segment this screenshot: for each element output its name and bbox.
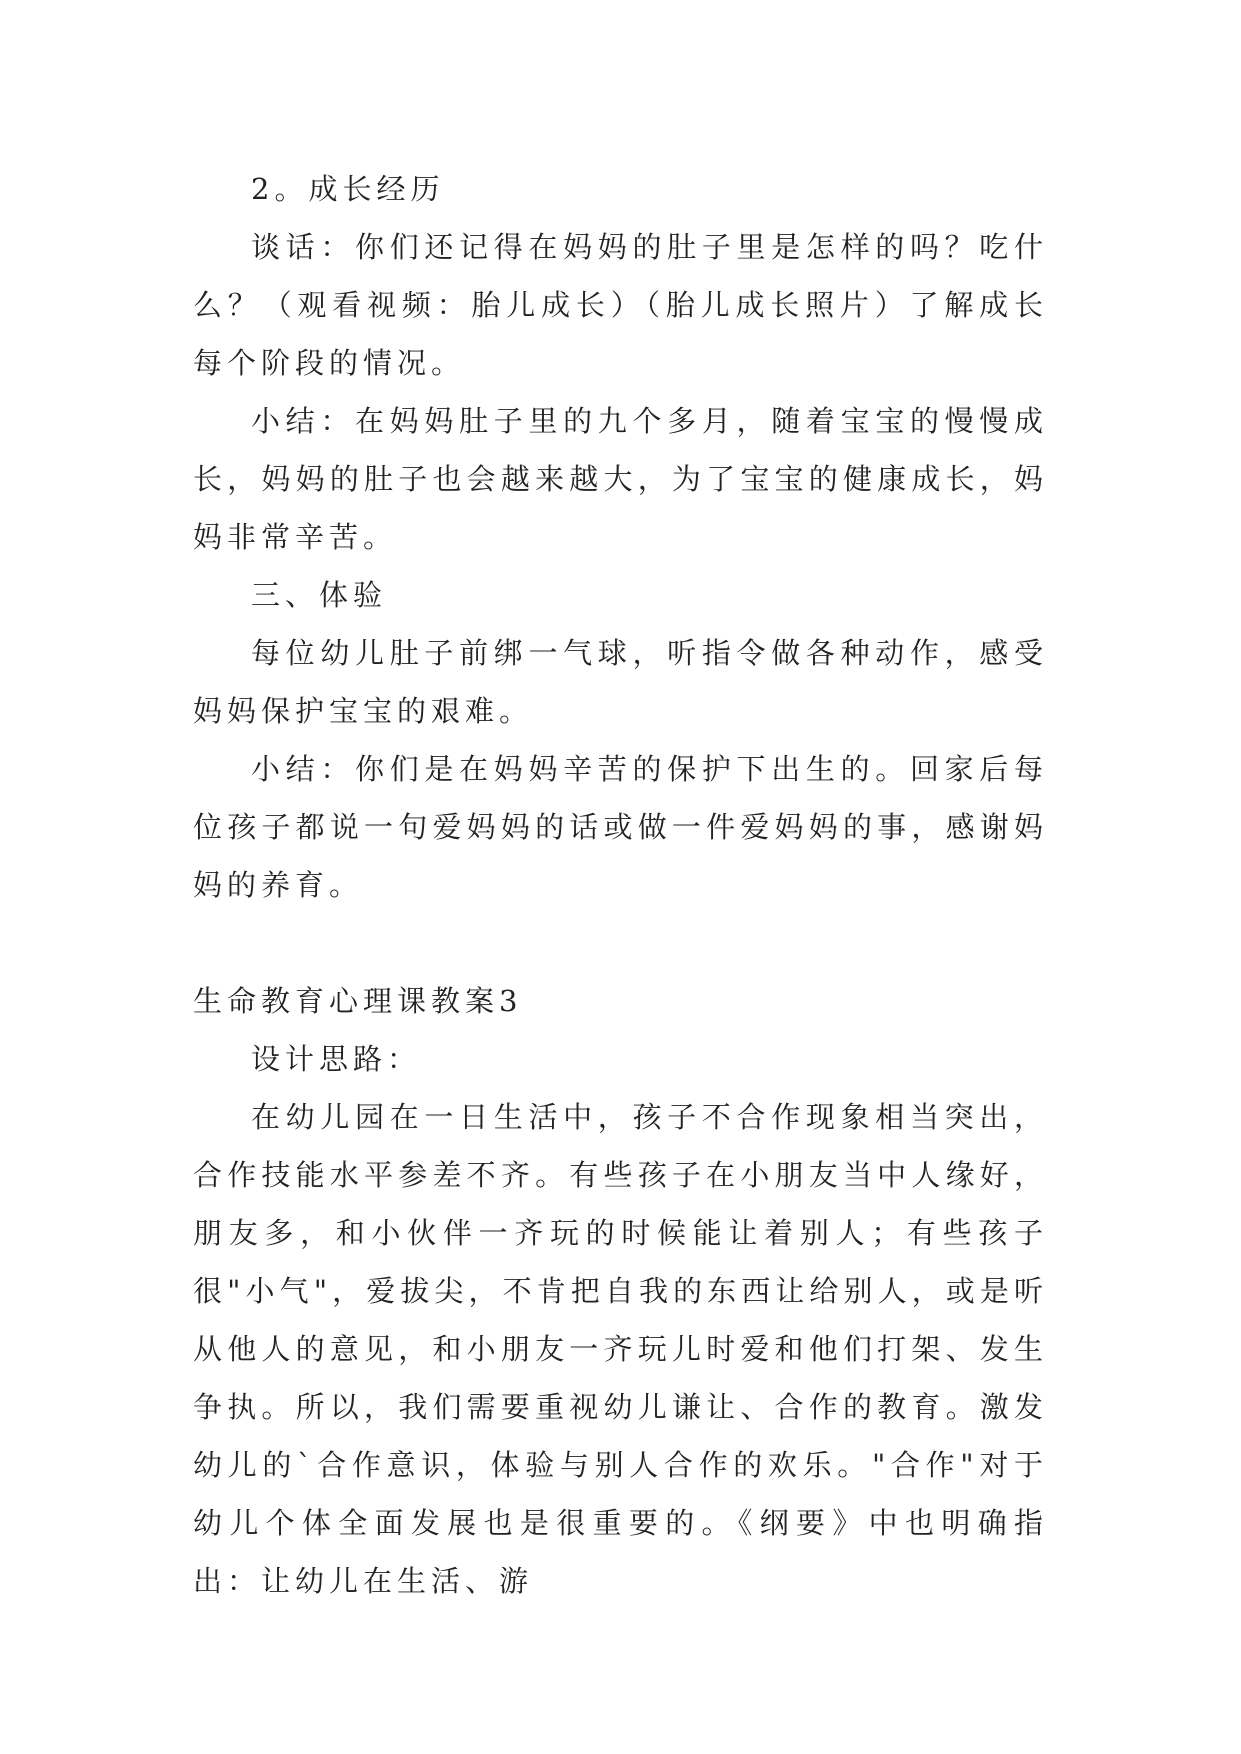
paragraph-summary-1: 小结：在妈妈肚子里的九个多月，随着宝宝的慢慢成长，妈妈的肚子也会越来越大，为了宝宝的健康成长，妈妈非常辛苦。 xyxy=(193,404,1048,554)
heading-design-idea: 设计思路： xyxy=(251,1042,422,1076)
document-body xyxy=(193,160,1048,1610)
heading-experience: 三、体验 xyxy=(251,578,388,612)
paragraph-balloon-activity: 每位幼儿肚子前绑一气球，听指令做各种动作，感受妈妈保护宝宝的艰难。 xyxy=(193,636,1048,728)
section-title-lesson-3: 生命教育心理课教案3 xyxy=(193,984,523,1018)
paragraph-summary-2: 小结：你们是在妈妈辛苦的保护下出生的。回家后每位孩子都说一句爱妈妈的话或做一件爱妈妈的事，感谢妈妈的养育。 xyxy=(193,752,1048,902)
heading-growth-experience: 2。成长经历 xyxy=(251,172,445,206)
paragraph-design-idea: 在幼儿园在一日生活中，孩子不合作现象相当突出，合作技能水平参差不齐。有些孩子在小朋友当中人缘好，朋友多，和小伙伴一齐玩的时候能让着别人；有些孩子很"小气"，爱拔尖，不肯把自我的东西让给别人，或是听从他人的意见，和小朋友一齐玩儿时爱和他们打架、发生争执。所以，我们需要重视幼儿谦让、合作的教育。激发幼儿的`合作意识，体验与别人合作的欢乐。"合作"对于幼儿个体全面发展也是很重要的。《纲要》中也明确指出：让幼儿在生活、游 xyxy=(193,1100,1048,1598)
paragraph-conversation: 谈话：你们还记得在妈妈的肚子里是怎样的吗？吃什么？（观看视频：胎儿成长）（胎儿成长照片）了解成长每个阶段的情况。 xyxy=(193,230,1048,380)
